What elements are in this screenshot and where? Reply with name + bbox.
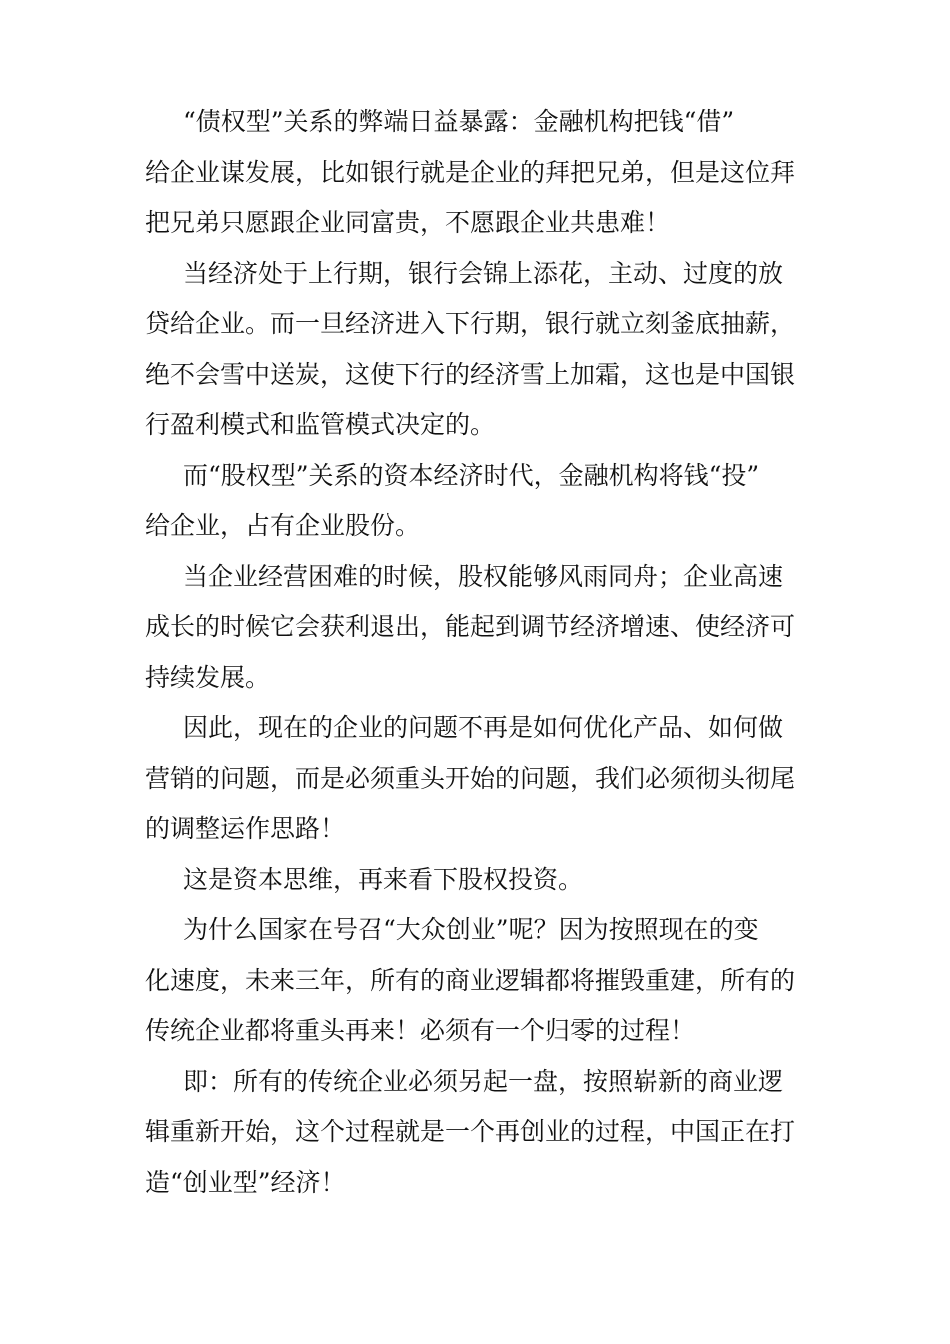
text-line: 即：所有的传统企业必须另起一盘，按照崭新的商业逻 bbox=[183, 1066, 784, 1096]
paragraph-3 bbox=[145, 451, 810, 552]
text-line: 辑重新开始，这个过程就是一个再创业的过程，中国正在打 bbox=[145, 1117, 796, 1146]
text-line: 当企业经营困难的时候，股权能够风雨同舟；企业高速 bbox=[183, 561, 784, 591]
text-line: 而“股权型”关系的资本经济时代，金融机构将钱“投” bbox=[183, 460, 760, 490]
text-line: 给企业谋发展，比如银行就是企业的拜把兄弟，但是这位拜 bbox=[145, 157, 796, 187]
paragraph-8 bbox=[145, 1057, 810, 1209]
text-line: 为什么国家在号召“大众创业”呢？因为按照现在的变 bbox=[183, 915, 759, 944]
paragraph-5 bbox=[145, 703, 810, 855]
text-line: 绝不会雪中送炭，这使下行的经济雪上加霜，这也是中国银 bbox=[145, 359, 796, 389]
document-body bbox=[145, 97, 810, 1208]
text-line: 的调整运作思路！ bbox=[145, 814, 346, 843]
paragraph-2 bbox=[145, 249, 810, 451]
text-line: “债权型”关系的弊端日益暴露：金融机构把钱“借” bbox=[183, 107, 735, 136]
text-line: 化速度，未来三年，所有的商业逻辑都将摧毁重建，所有的 bbox=[145, 965, 796, 995]
text-line: 给企业，占有企业股份。 bbox=[145, 511, 421, 540]
text-line: 造“创业型”经济！ bbox=[145, 1167, 346, 1197]
text-line: 行盈利模式和监管模式决定的。 bbox=[145, 410, 496, 439]
paragraph-1 bbox=[145, 97, 810, 249]
paragraph-6 bbox=[145, 855, 810, 906]
text-line: 把兄弟只愿跟企业同富贵，不愿跟企业共患难！ bbox=[145, 208, 671, 237]
text-line: 营销的问题，而是必须重头开始的问题，我们必须彻头彻尾 bbox=[145, 763, 796, 793]
text-line: 这是资本思维，再来看下股权投资。 bbox=[183, 864, 584, 894]
text-line: 传统企业都将重头再来！必须有一个归零的过程！ bbox=[145, 1016, 696, 1045]
text-line: 因此，现在的企业的问题不再是如何优化产品、如何做 bbox=[183, 713, 784, 742]
paragraph-7 bbox=[145, 905, 810, 1057]
text-line: 持续发展。 bbox=[145, 662, 271, 692]
text-line: 贷给企业。而一旦经济进入下行期，银行就立刻釜底抽薪， bbox=[145, 309, 796, 338]
paragraph-4 bbox=[145, 552, 810, 704]
text-line: 当经济处于上行期，银行会锦上添花，主动、过度的放 bbox=[183, 258, 784, 288]
text-line: 成长的时候它会获利退出，能起到调节经济增速、使经济可 bbox=[145, 612, 796, 641]
